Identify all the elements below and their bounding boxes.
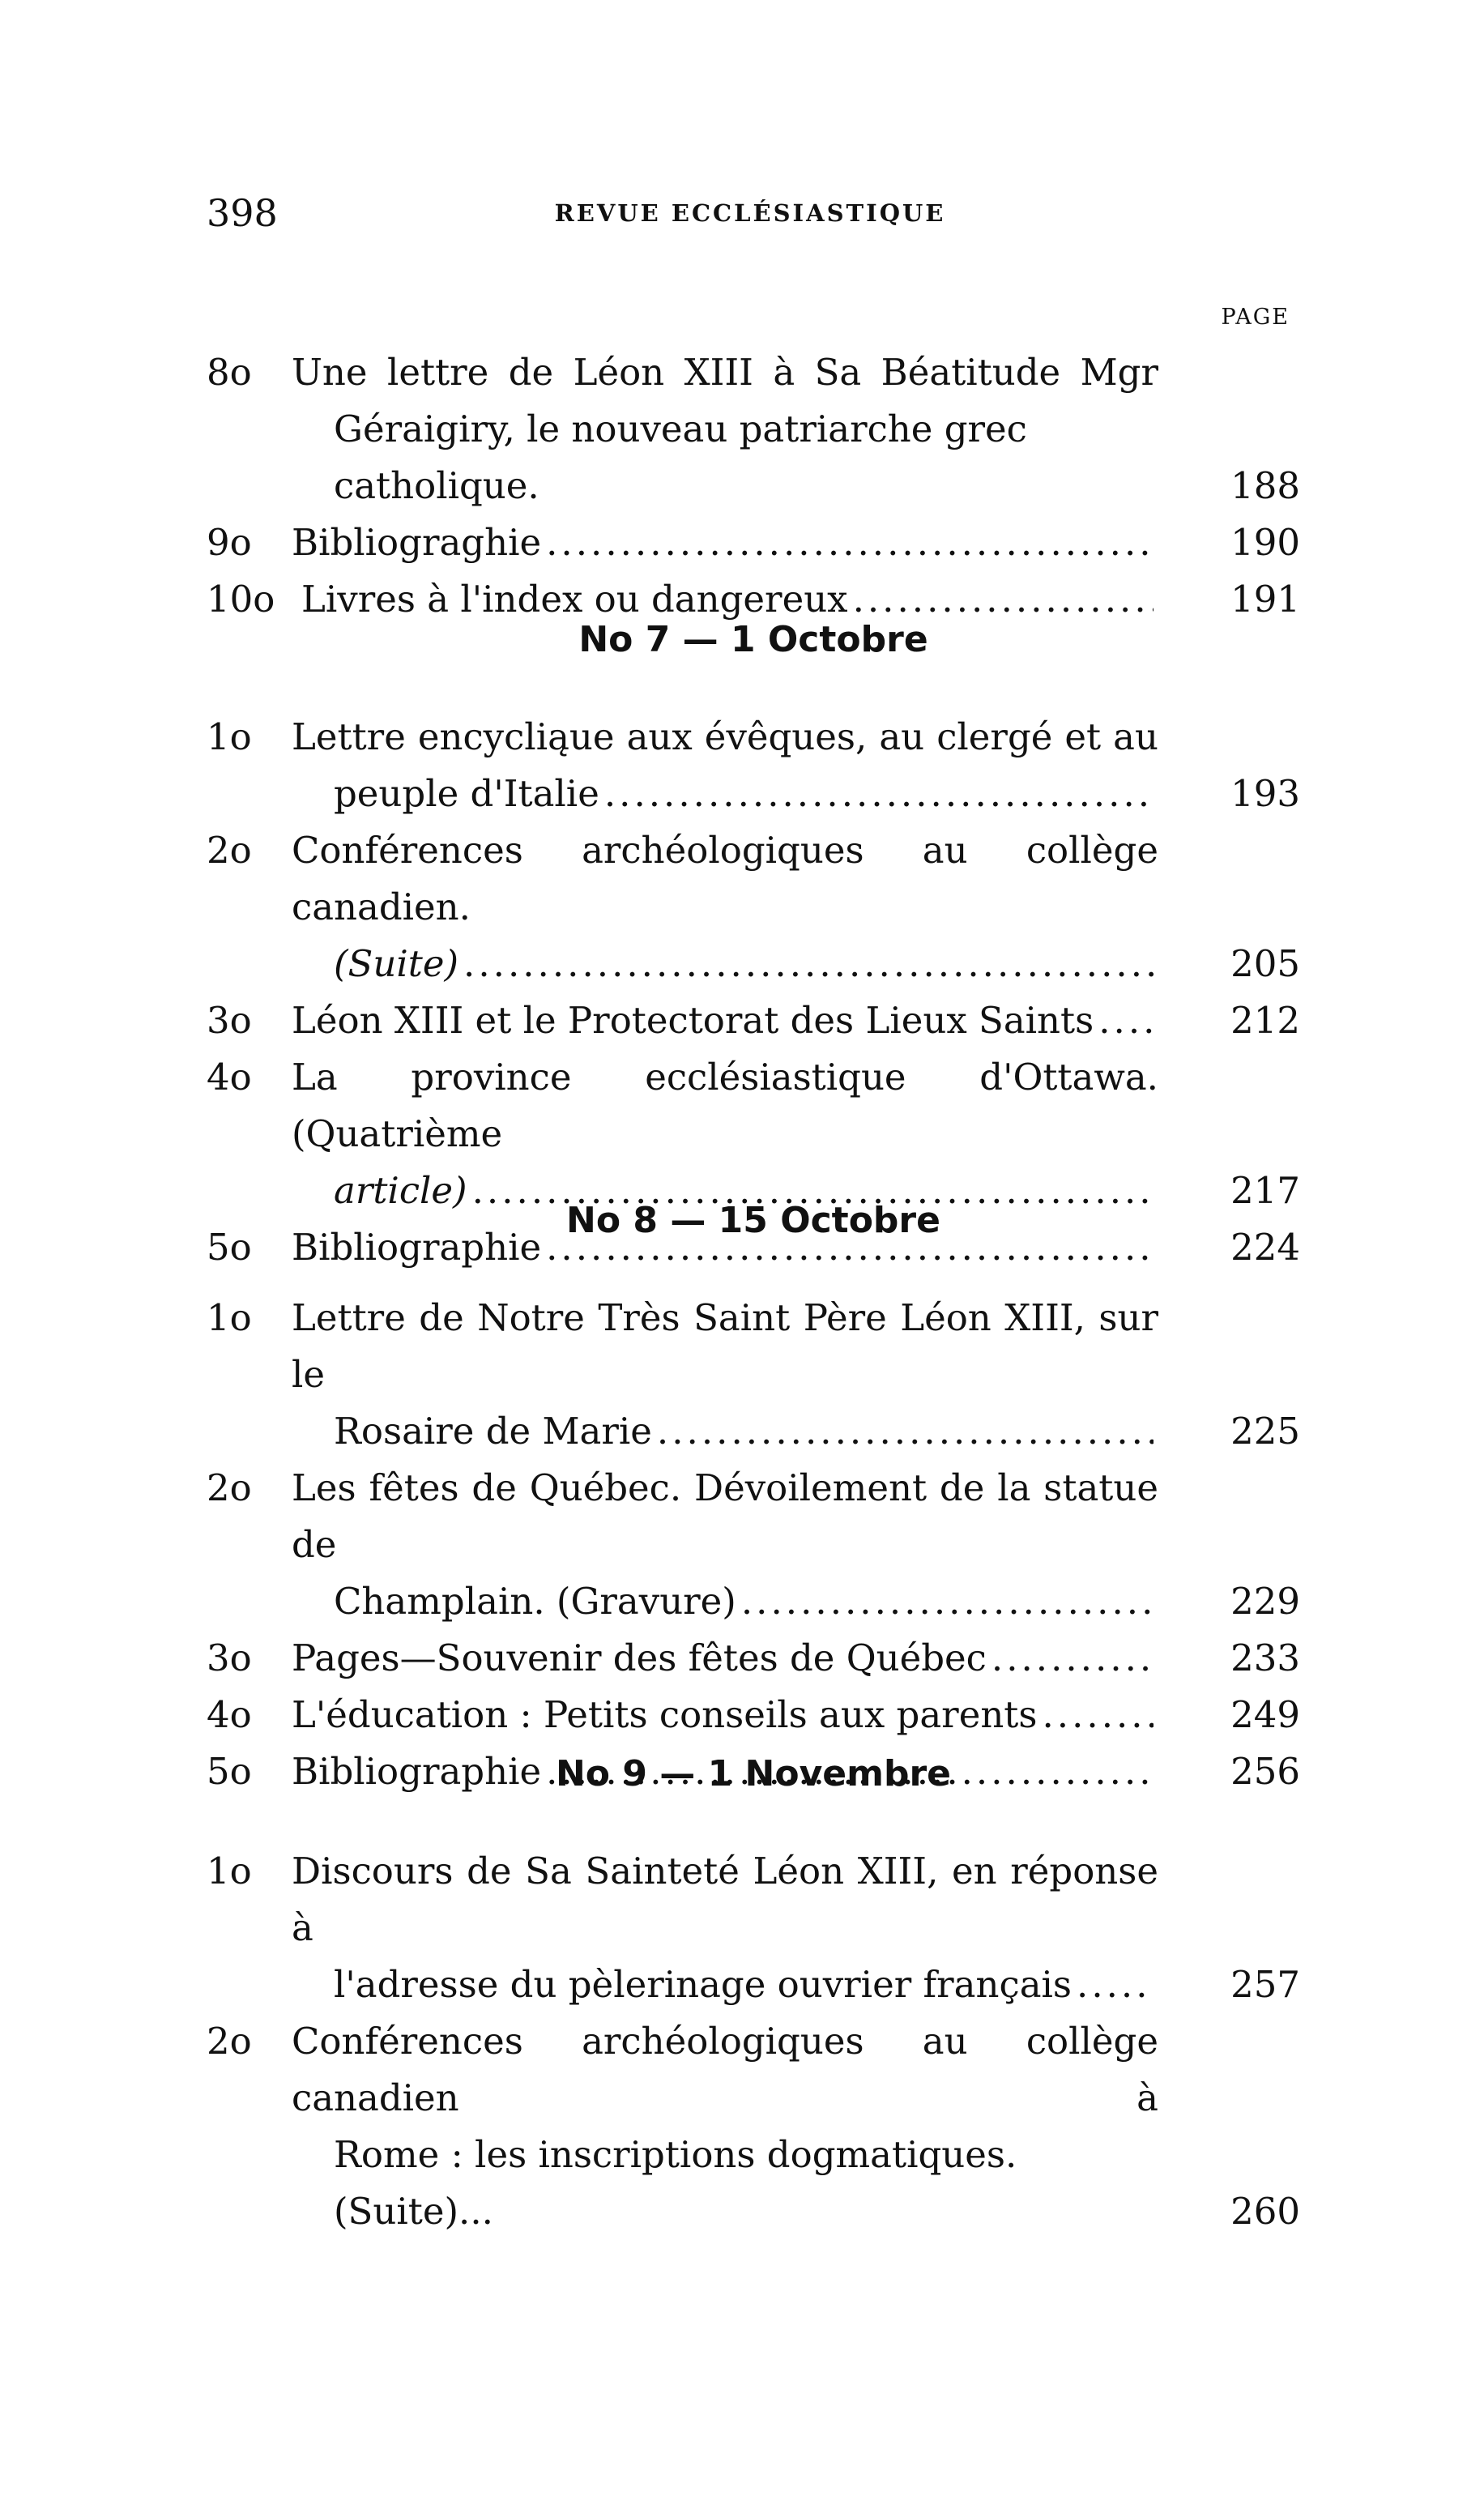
entry-title <box>292 992 1158 1049</box>
journal-title: REVUE ECCLÉSIASTIQUE <box>554 199 946 227</box>
toc-entry <box>207 1460 1300 1630</box>
entry-number: 2o <box>207 1466 252 1509</box>
page-number: 398 <box>207 191 278 235</box>
entry-title-text: Léon XIII et le Protectorat des Lieux Saints <box>292 999 1094 1042</box>
entry-page: 233 <box>1230 1636 1300 1679</box>
entry-continuation <box>292 1403 1158 1460</box>
entry-page: 256 <box>1230 1750 1300 1793</box>
toc-entry <box>207 1843 1300 2013</box>
entry-title <box>292 1687 1158 1743</box>
entry-continuation <box>292 766 1158 822</box>
entry-title: Lettre de Notre Très Saint Père Léon XIII, sur le <box>292 1296 1158 1396</box>
entry-number: 1o <box>207 715 252 758</box>
entry-title: Conférences archéologiques au collège canadien. <box>292 829 1158 928</box>
dot-leader <box>463 936 1154 992</box>
entry-continuation-text: l'adresse du pèlerinage ouvrier français <box>334 1963 1072 2006</box>
section-heading: No 9 — 1 Novembre <box>555 1753 952 1794</box>
entry-title: Lettre encycliąue aux évêques, au clergé et au <box>292 715 1158 758</box>
entry-number: 9o <box>207 521 252 564</box>
entry-number: 1o <box>207 1850 252 1892</box>
toc-section-continuation <box>207 344 1300 628</box>
entry-page: 225 <box>1230 1410 1300 1453</box>
entry-title <box>292 514 1158 571</box>
toc-entry <box>207 822 1300 992</box>
dot-leader <box>657 1403 1154 1460</box>
entry-title: Conférences archéologiques au collège canadien à <box>292 2020 1158 2119</box>
entry-number: 8o <box>207 351 252 394</box>
entry-number: 5o <box>207 1750 252 1793</box>
entry-number: 1o <box>207 1296 252 1339</box>
entry-number: 4o <box>207 1693 252 1736</box>
entry-number: 2o <box>207 829 252 872</box>
entry-title: Les fêtes de Québec. Dévoilement de la statue de <box>292 1466 1158 1566</box>
dot-leader <box>991 1630 1154 1687</box>
toc-entry <box>207 992 1300 1049</box>
toc-entry <box>207 2013 1300 2240</box>
entry-continuation-text: article) <box>334 1169 467 1212</box>
dot-leader <box>604 766 1154 822</box>
page-column-label: PAGE <box>1221 305 1290 330</box>
toc-section-no9 <box>207 1746 1300 2240</box>
entry-page: 249 <box>1230 1693 1300 1736</box>
entry-number: 2o <box>207 2020 252 2063</box>
entry-continuation-text: peuple d'Italie <box>334 772 599 815</box>
entry-title: Une lettre de Léon XIII à Sa Béatitude Mgr <box>292 351 1158 394</box>
entry-number: 3o <box>207 999 252 1042</box>
entry-page: 260 <box>1230 2190 1300 2233</box>
entry-title-text: Bibliographie <box>292 1750 542 1793</box>
entry-title: La province ecclésiastique d'Ottawa. (Quatrième <box>292 1056 1158 1155</box>
toc-entry <box>207 344 1300 514</box>
entry-page: 190 <box>1230 521 1300 564</box>
section-heading: No 7 — 1 Octobre <box>578 619 928 660</box>
entry-page: 224 <box>1230 1226 1300 1269</box>
entry-page: 257 <box>1230 1963 1300 2006</box>
toc-entry <box>207 1290 1300 1460</box>
toc-entry <box>207 514 1300 571</box>
entry-continuation-text: Rosaire de Marie <box>334 1410 652 1453</box>
entry-title-text: Livres à l'index ou dangereux <box>301 578 848 621</box>
toc-entry <box>207 1687 1300 1743</box>
entry-page: 191 <box>1230 578 1300 621</box>
entry-continuation <box>292 936 1158 992</box>
entry-title-text: Pages—Souvenir des fêtes de Québec <box>292 1636 987 1679</box>
entry-continuation-text: (Suite) <box>334 942 459 985</box>
entry-number: 5o <box>207 1226 252 1269</box>
entry-number: 3o <box>207 1636 252 1679</box>
dot-leader <box>1077 1956 1154 2013</box>
entry-page: 205 <box>1230 942 1300 985</box>
entry-continuation <box>292 1573 1158 1630</box>
entry-number: 10o <box>207 578 275 621</box>
dot-leader <box>741 1573 1154 1630</box>
entry-title-text: L'éducation : Petits conseils aux parents <box>292 1693 1038 1736</box>
entry-page: 217 <box>1230 1169 1300 1212</box>
entry-continuation <box>292 2127 1158 2240</box>
entry-continuation <box>292 1956 1158 2013</box>
entry-continuation-text: Rome : les inscriptions dogmatiques. (Suite)... <box>334 2133 1017 2233</box>
dot-leader <box>1098 992 1154 1049</box>
entry-title-text: Bibliographie <box>292 1226 542 1269</box>
entry-page: 188 <box>1230 464 1300 507</box>
entry-page: 212 <box>1230 999 1300 1042</box>
dot-leader <box>546 514 1154 571</box>
dot-leader <box>1042 1687 1154 1743</box>
entry-continuation <box>292 401 1158 514</box>
running-head <box>207 185 1294 241</box>
toc-entry <box>207 709 1300 822</box>
entry-page: 229 <box>1230 1580 1300 1623</box>
toc-entry <box>207 1630 1300 1687</box>
entry-title: Discours de Sa Sainteté Léon XIII, en réponse à <box>292 1850 1158 1949</box>
toc-section-no7 <box>207 612 1300 1276</box>
entry-title <box>292 1630 1158 1687</box>
entry-page: 193 <box>1230 772 1300 815</box>
entry-title-text: Bibliograghie <box>292 521 542 564</box>
toc-section-no8 <box>207 1193 1300 1800</box>
entry-number: 4o <box>207 1056 252 1099</box>
entry-continuation-text: Champlain. (Gravure) <box>334 1580 736 1623</box>
entry-continuation-text: Géraigiry, le nouveau patriarche grec catholique. <box>334 407 1027 507</box>
section-heading: No 8 — 15 Octobre <box>566 1200 940 1241</box>
